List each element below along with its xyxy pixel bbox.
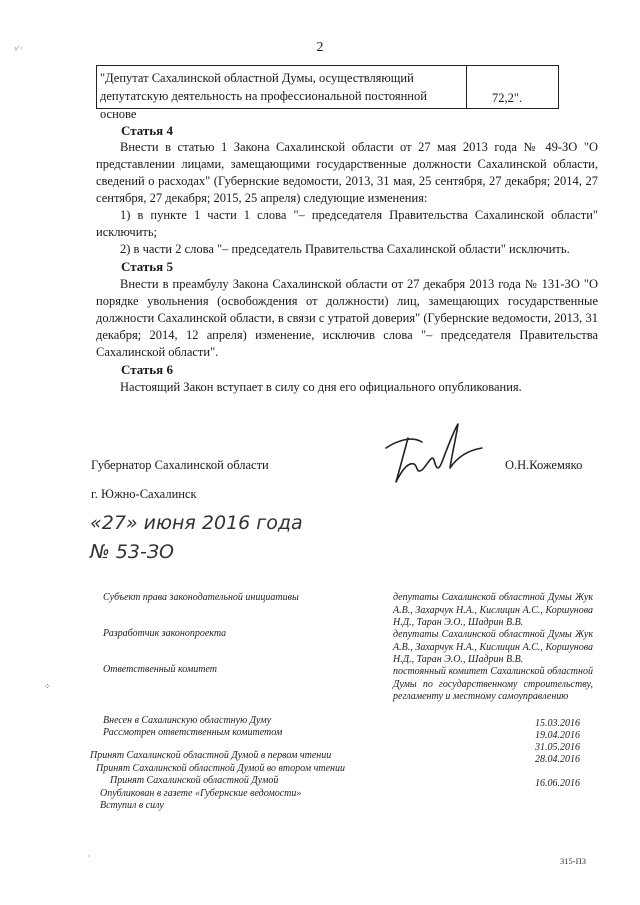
- handwritten-date: «27» июня 2016 года: [90, 512, 303, 534]
- footer-code: 315-ПЗ: [560, 856, 586, 866]
- article-4-paragraph-2: 1) в пункте 1 части 1 слова "– председателя Правительства Сахалинской области" исключить;: [96, 208, 598, 239]
- event-label-0: Внесен в Сахалинскую областную Думу: [103, 715, 272, 726]
- article-5-heading: Статья 5: [121, 259, 173, 274]
- page-number: 2: [316, 40, 324, 55]
- event-label-3: Принят Сахалинской областной Думой в первом чтении: [90, 750, 332, 761]
- article-5-body: [96, 276, 598, 361]
- margin-mark: ·: [88, 852, 91, 861]
- handwritten-law-number: № 53-ЗО: [90, 541, 174, 563]
- event-label-1: Рассмотрен ответственным комитетом: [103, 727, 283, 738]
- table-cell-value: 72,2".: [492, 91, 523, 105]
- city: г. Южно-Сахалинск: [91, 487, 197, 501]
- salary-table: [96, 65, 559, 121]
- meta-initiative-label: Субъект права законодательной инициативы: [103, 592, 299, 603]
- article-4-heading: Статья 4: [121, 123, 173, 138]
- meta-committee-label: Ответственный комитет: [103, 664, 217, 675]
- article-6-body: [96, 379, 598, 396]
- event-date-5: 16.06.2016: [535, 778, 580, 789]
- event-date-1: 19.04.2016: [535, 730, 580, 741]
- governor-name: О.Н.Кожемяко: [505, 458, 583, 472]
- article-4-paragraph-3: 2) в части 2 слова "– председатель Правительства Сахалинской области" исключить.: [120, 242, 570, 256]
- table-cell-position: "Депутат Сахалинской областной Думы, осуществляющий депутатскую деятельность на профессиональной постоянной основе: [97, 66, 467, 108]
- margin-mark: ·⁄ ·: [14, 44, 23, 53]
- article-5-paragraph-1: Внести в преамбулу Закона Сахалинской области от 27 декабря 2013 года № 131-ЗО "О порядке увольнения (освобождения от должности) лиц, замещающих государственные должности Сахалинской области, в связи с утратой доверия" (Губернские ведомости, 2013, 31 декабря; 2014, 12 апреля) изменение, исключив слова "– председателя Правительства Сахалинской области".: [96, 277, 598, 359]
- event-date-3: 28.04.2016: [535, 754, 580, 765]
- meta-developer-value: депутаты Сахалинской областной Думы Жук А.В., Захарчук Н.А., Кислицин А.С., Коршунова Н.Д., Таран Э.О., Шадрин В.В.: [393, 629, 593, 665]
- margin-mark: ⁘: [44, 682, 51, 691]
- meta-initiative-value: депутаты Сахалинской областной Думы Жук А.В., Захарчук Н.А., Кислицин А.С., Коршунова Н.Д., Таран Э.О., Шадрин В.В.: [393, 592, 593, 628]
- event-label-6: Опубликован в газете «Губернские ведомости»: [100, 788, 302, 799]
- article-4-body: [96, 139, 598, 258]
- event-date-2: 31.05.2016: [535, 742, 580, 753]
- article-6-paragraph-1: Настоящий Закон вступает в силу со дня его официального опубликования.: [120, 380, 522, 394]
- governor-title: Губернатор Сахалинской области: [91, 458, 269, 472]
- event-label-4: Принят Сахалинской областной Думой во втором чтении: [96, 763, 346, 774]
- event-date-0: 15.03.2016: [535, 718, 580, 729]
- event-label-5: Принят Сахалинской областной Думой: [110, 775, 279, 786]
- article-4-paragraph-1: Внести в статью 1 Закона Сахалинской области от 27 мая 2013 года № 49-ЗО "О представлении лицами, замещающими государственные должности Сахалинской области, сведений о расходах" (Губернские ведомости, 2013, 31 мая, 25 сентября, 27 декабря; 2014, 27 сентября, 27 декабря; 2015, 25 апреля) следующие изменения:: [96, 140, 598, 205]
- meta-committee-value: постоянный комитет Сахалинской областной Думы по государственному строительству, регламенту и местному самоуправлению: [393, 666, 593, 702]
- event-label-7: Вступил в силу: [100, 800, 164, 811]
- article-6-heading: Статья 6: [121, 362, 173, 377]
- governor-signature: [378, 418, 488, 488]
- meta-developer-label: Разработчик законопроекта: [103, 628, 227, 639]
